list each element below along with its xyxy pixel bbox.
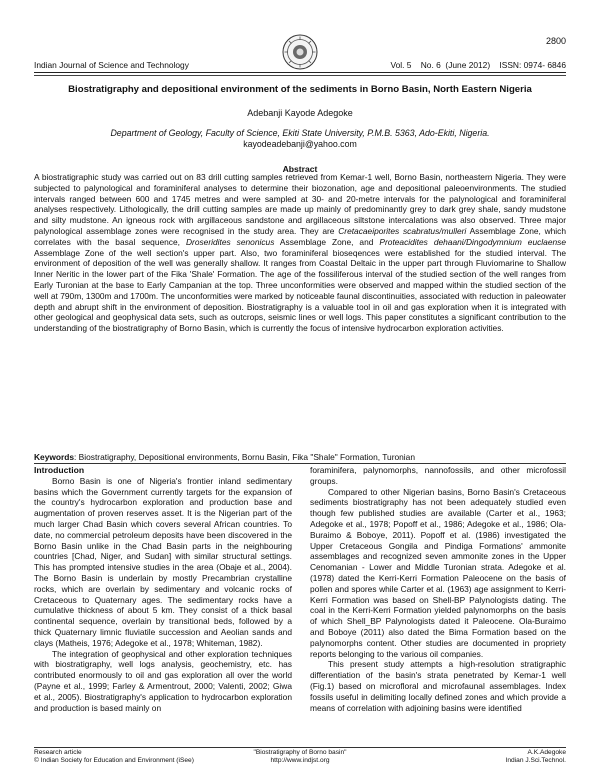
keywords-text: : Biostratigraphy, Depositional environments, Bornu Basin, Fika "Shale" Formation, Turonian bbox=[74, 452, 415, 462]
abstract-body bbox=[34, 172, 566, 334]
abstract-taxon-1: Cretacaeiporites scabratus/mulleri bbox=[338, 225, 467, 236]
keywords-label: Keywords bbox=[34, 452, 75, 462]
author-affiliation bbox=[34, 128, 566, 150]
paragraph: Compared to other Nigerian basins, Borno Basin's Cretaceous sediments biostratigraphy has not been adequately studied even though few published studies are available (Carter et al., 1963; Adegoke et al., 1978; Popoff et al., 1986; Adegoke et al., 1986; Ola-Buraimo & Boboye, 2011). Popoff et al. (1986) investigated the Upper Cretaceous Gongila and Pindiga Formations' ammonite assemblages and recognized seven ammonite zones in the Upper Cenomanian - Lower and Middle Turonian strata. Adegoke et al. (1978) dated the Kerri-Kerri Formation Paleocene on the basis of pollen and spores while Carter et al. (1963) age assignment to Kerri-Kerri Formation was based on Shell-BP Palynologists dating. The coal in the Kerri-Kerri Formation yielded palynomorphs on the basis of which Shell_BP Palynologists dated it Paleocene. Ola-Buraimo and Boboye (2011) also dated the Bima Formation based on the palynomorphs content. Other studies are documented in propriety reports belonging to the various oil companies. bbox=[310, 486, 566, 659]
introduction-heading: Introduction bbox=[34, 465, 85, 475]
page-number: 2800 bbox=[545, 36, 566, 46]
footer-copyright: © Indian Society for Education and Environment (iSee) bbox=[34, 757, 194, 765]
footer-running-title: "Biostratigraphy of Borno basin" bbox=[253, 749, 347, 756]
author-email: kayodeadebanji@yahoo.com bbox=[243, 139, 357, 149]
paper-title: Biostratigraphy and depositional environment of the sediments in Borno Basin, North Eastern Nigeria bbox=[68, 84, 532, 95]
right-column bbox=[310, 465, 566, 713]
footer-url[interactable]: http://www.indjst.org bbox=[270, 757, 330, 765]
footer-author: A.K.Adegoke bbox=[527, 749, 566, 756]
paragraph: The integration of geophysical and other exploration techniques with biostratigraphy, well logs analysis, geochemistry, etc. has contributed enormously to oil and gas exploration all over the world (Payne et al., 1999; Farley & Armentrout, 2000; Valenti, 2002; Giwa et al., 2005). Biostratigraphy's application to hydrocarbon exploration and production is based mainly on bbox=[34, 648, 292, 713]
footer-rule bbox=[34, 747, 566, 748]
abstract-taxon-2: Droseridites senonicus bbox=[185, 236, 275, 247]
author-name: Adebanji Kayode Adegoke bbox=[247, 108, 353, 118]
abstract-text-4: Assemblage Zone of the well section's upper part. Also, two foraminiferal bioseqences were established for the studied interval. The environment of deposition of the well was generally shallow. It ranges from Coastal Deltaic in the upper part through Fluviomarine to Shallow Inner Neritic in the lower part of the Fika 'Shale' Formation. The age of the fossiliferous interval of the studied section of the well ranges from Early Turonian at the base to Early Campanian at the top. Three unconformities were observed and mapped within the studied section of the well at 790m, 1300m and 1700m. The unconformities were marked by noticeable faunal discontinuities, associated with reduction in paleowater depth and abrupt shift in the environment of deposition. Biostratigraphy is a valuable tool in oil and gas exploration when it is integrated with other geological and geophysical data sets, such as outcrops, seismic lines or well logs. This paper constitutes a significant contribution to the understanding of the biostratigraphy of Borno Basin, which is currently the focus of intensive hydrocarbon exploration activities. bbox=[34, 247, 566, 334]
keywords-line bbox=[34, 452, 566, 462]
footer-article-type: Research article bbox=[34, 749, 82, 756]
footer-right bbox=[506, 749, 566, 766]
left-column bbox=[34, 465, 292, 713]
abstract-heading: Abstract bbox=[282, 164, 318, 174]
header-rule-thin bbox=[34, 75, 566, 76]
abstract-text-2: Assemblage Zone, which correlates with the basal sequence, bbox=[34, 225, 567, 247]
paragraph: foraminifera, palynomorphs, nannofossils, and other microfossil groups. bbox=[310, 465, 566, 486]
paragraph: This present study attempts a high-resolution stratigraphic differentiation of the basin's strata penetrated by Kemar-1 well (Fig.1) based on microfloral and microfaunal assemblages. Index fossils useful in delimiting locally defined zones and which provide a means of correlation with adjoining basins were identified bbox=[310, 659, 566, 713]
journal-seal-logo bbox=[282, 34, 318, 70]
affiliation-text: Department of Geology, Faculty of Science, Ekiti State University, P.M.B. 5363, Ado-Ekiti, Nigeria. bbox=[110, 128, 490, 138]
keywords-rule bbox=[34, 463, 566, 464]
abstract-text-1: A biostratigraphic study was carried out on 83 drill cutting samples retrieved from Kemar-1 well, Borno Basin, northeastern Nigeria. They were subjected to palynological and foraminiferal analyses to determine their biozonation, age and depositional paleoenvironments. The studied intervals ranged between 600 and 1745 metres and were sampled at 30- and 20-metre intervals for the palynological and foraminiferal analyses respectively. Lithologically, the drill cutting samples are made up mainly of predominantly grey to dark grey shale, sandy mudstone and silty mudstone. An igneous rock with argillaceous sandstone and argillaceous siltstone intercalations was also observed. Three major palynological assemblage zones were recognised in the study area. They are bbox=[34, 172, 566, 236]
abstract-taxon-3: Proteacidites dehaani/Dingodymnium euclaense bbox=[379, 236, 566, 247]
journal-issue: Vol. 5 No. 6 (June 2012) ISSN: 0974- 6846 bbox=[390, 60, 566, 70]
journal-name: Indian Journal of Science and Technology bbox=[34, 60, 189, 70]
abstract-text-3: Assemblage Zone, and bbox=[274, 236, 380, 247]
paragraph: Borno Basin is one of Nigeria's frontier inland sedimentary basins which the Government currently targets for the expansion of the country's hydrocarbon exploration and production base and augmentation of proven reserves asset. It is the Nigerian part of the much larger Chad Basin which covers several African countries. To date, no commercial petroleum deposits have been discovered in the Borno Basin unlike in the Chad Basin parts in the neighbouring countries [Chad, Niger, and Sudan] with similar structural settings. This has prompted intensive studies in the area (Obaje et al., 2004). The Borno Basin is underlain by mostly Precambrian crystalline rocks, which are overlain by sedimentary and volcanic rocks of Cretaceous to Quaternary ages. The sedimentary rocks have a cumulative thickness of about 5 km. They consist of a thick basal continental sequence, overlain by transitional beds, followed by a thick Quaternary limnic fluviatile succession and Aeolian sands and clays (Matheis, 1976; Adegoke et al., 1978; Whiteman, 1982). bbox=[34, 475, 292, 648]
footer-journal-abbrev: Indian J.Sci.Technol. bbox=[505, 757, 566, 765]
header-rule bbox=[34, 72, 566, 73]
